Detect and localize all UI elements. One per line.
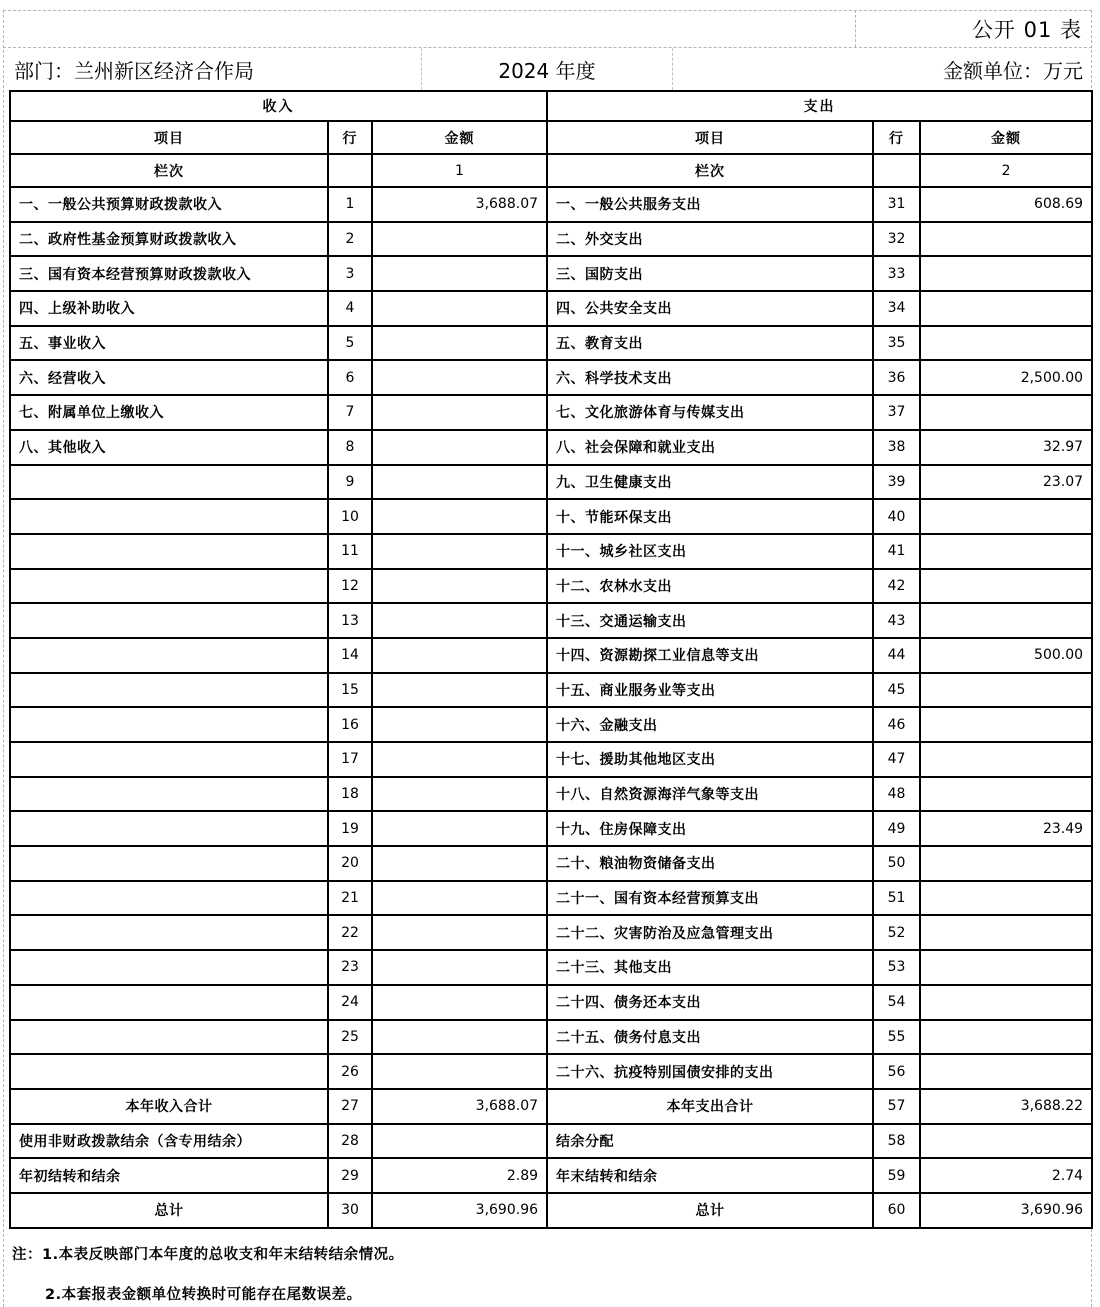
expense-amount-cell: 3,690.96 (920, 1193, 1092, 1228)
income-line-cell: 11 (328, 534, 372, 569)
expense-amount-cell (920, 326, 1092, 361)
expense-amount-cell (920, 603, 1092, 638)
table-row (10, 603, 1092, 638)
expense-amount-header: 金额 (920, 121, 1092, 154)
table-row (10, 256, 1092, 291)
expense-amount-cell (920, 846, 1092, 881)
income-item-cell: 四、上级补助收入 (10, 291, 328, 326)
table-row (10, 499, 1092, 534)
income-item-cell (10, 499, 328, 534)
income-line-cell: 3 (328, 256, 372, 291)
income-item-cell (10, 1054, 328, 1089)
income-item-cell (10, 915, 328, 950)
income-amount-cell (372, 777, 547, 812)
expense-item-cell: 本年支出合计 (547, 1089, 873, 1124)
table-row (10, 811, 1092, 846)
expense-amount-cell (920, 673, 1092, 708)
income-amount-cell (372, 360, 547, 395)
table-row (10, 950, 1092, 985)
income-amount-cell: 2.89 (372, 1158, 547, 1193)
table-row (10, 1054, 1092, 1089)
table-row (10, 465, 1092, 500)
meta-row (3, 48, 1092, 90)
table-row (10, 638, 1092, 673)
income-item-cell: 使用非财政拨款结余（含专用结余） (10, 1124, 328, 1159)
income-item-cell (10, 950, 328, 985)
income-item-cell: 二、政府性基金预算财政拨款收入 (10, 222, 328, 257)
expense-amount-cell: 500.00 (920, 638, 1092, 673)
expense-amount-cell: 23.07 (920, 465, 1092, 500)
expense-line-cell: 56 (873, 1054, 920, 1089)
income-amount-cell (372, 430, 547, 465)
expense-line-cell: 36 (873, 360, 920, 395)
expense-amount-cell (920, 742, 1092, 777)
expense-amount-cell (920, 707, 1092, 742)
expense-amount-cell (920, 881, 1092, 916)
expense-item-cell: 二、外交支出 (547, 222, 873, 257)
income-line-cell: 5 (328, 326, 372, 361)
income-amount-cell: 3,688.07 (372, 1089, 547, 1124)
income-amount-cell (372, 742, 547, 777)
income-item-cell: 一、一般公共预算财政拨款收入 (10, 187, 328, 222)
table-row (10, 707, 1092, 742)
table-row (10, 326, 1092, 361)
expense-amount-cell (920, 1124, 1092, 1159)
expense-amount-cell (920, 915, 1092, 950)
expense-item-cell: 年末结转和结余 (547, 1158, 873, 1193)
expense-amount-cell: 2.74 (920, 1158, 1092, 1193)
income-amount-cell (372, 1124, 547, 1159)
income-column-index-label: 栏次 (10, 154, 328, 187)
expense-line-cell: 53 (873, 950, 920, 985)
expense-item-cell: 十三、交通运输支出 (547, 603, 873, 638)
income-item-header: 项目 (10, 121, 328, 154)
expense-item-cell: 十六、金融支出 (547, 707, 873, 742)
income-amount-column-index: 1 (372, 154, 547, 187)
expense-amount-cell (920, 395, 1092, 430)
income-amount-cell (372, 291, 547, 326)
income-line-cell: 28 (328, 1124, 372, 1159)
expense-line-cell: 50 (873, 846, 920, 881)
income-line-cell: 27 (328, 1089, 372, 1124)
expense-amount-cell (920, 534, 1092, 569)
expense-line-cell: 57 (873, 1089, 920, 1124)
expense-item-cell: 二十四、债务还本支出 (547, 985, 873, 1020)
income-amount-cell (372, 499, 547, 534)
expense-line-cell: 51 (873, 881, 920, 916)
income-line-cell: 26 (328, 1054, 372, 1089)
income-section-header: 收入 (10, 91, 547, 121)
table-body (10, 187, 1092, 1228)
budget-table (9, 90, 1093, 1229)
expense-line-cell: 45 (873, 673, 920, 708)
expense-line-cell: 44 (873, 638, 920, 673)
expense-item-cell: 二十五、债务付息支出 (547, 1020, 873, 1055)
expense-item-cell: 五、教育支出 (547, 326, 873, 361)
income-line-cell: 21 (328, 881, 372, 916)
expense-amount-column-index: 2 (920, 154, 1092, 187)
income-amount-cell (372, 846, 547, 881)
expense-line-cell: 49 (873, 811, 920, 846)
table-row (10, 881, 1092, 916)
expense-item-cell: 八、社会保障和就业支出 (547, 430, 873, 465)
expense-item-cell: 二十二、灾害防治及应急管理支出 (547, 915, 873, 950)
income-amount-cell (372, 950, 547, 985)
income-amount-cell (372, 1054, 547, 1089)
form-label-row (3, 10, 1092, 48)
table-row (10, 360, 1092, 395)
income-item-cell (10, 707, 328, 742)
income-amount-cell (372, 1020, 547, 1055)
expense-item-cell: 二十三、其他支出 (547, 950, 873, 985)
income-amount-cell (372, 881, 547, 916)
income-line-cell: 22 (328, 915, 372, 950)
income-item-cell (10, 1020, 328, 1055)
expense-section-header: 支出 (547, 91, 1092, 121)
table-row (10, 222, 1092, 257)
expense-item-cell: 六、科学技术支出 (547, 360, 873, 395)
expense-line-cell: 42 (873, 569, 920, 604)
fiscal-year-label: 2024 年度 (422, 48, 673, 90)
income-line-cell: 12 (328, 569, 372, 604)
expense-amount-cell (920, 256, 1092, 291)
income-item-cell (10, 777, 328, 812)
expense-item-cell: 总计 (547, 1193, 873, 1228)
footnote-2: 2.本套报表金额单位转换时可能存在尾数误差。 (45, 1287, 362, 1303)
income-line-cell: 10 (328, 499, 372, 534)
income-item-cell: 三、国有资本经营预算财政拨款收入 (10, 256, 328, 291)
expense-line-cell: 38 (873, 430, 920, 465)
expense-line-cell: 59 (873, 1158, 920, 1193)
income-line-cell: 14 (328, 638, 372, 673)
income-line-cell: 2 (328, 222, 372, 257)
expense-line-cell: 52 (873, 915, 920, 950)
expense-amount-cell (920, 569, 1092, 604)
income-amount-cell (372, 811, 547, 846)
income-item-cell (10, 569, 328, 604)
income-line-cell: 20 (328, 846, 372, 881)
expense-item-cell: 二十一、国有资本经营预算支出 (547, 881, 873, 916)
expense-line-cell: 34 (873, 291, 920, 326)
income-line-cell: 18 (328, 777, 372, 812)
table-row (10, 1193, 1092, 1228)
expense-amount-cell: 2,500.00 (920, 360, 1092, 395)
income-line-cell: 24 (328, 985, 372, 1020)
income-item-cell (10, 811, 328, 846)
expense-amount-cell: 608.69 (920, 187, 1092, 222)
expense-line-cell: 31 (873, 187, 920, 222)
expense-item-cell: 十七、援助其他地区支出 (547, 742, 873, 777)
income-line-cell: 6 (328, 360, 372, 395)
table-row (10, 187, 1092, 222)
income-amount-cell (372, 603, 547, 638)
income-amount-cell (372, 707, 547, 742)
table-row (10, 1020, 1092, 1055)
income-item-cell: 六、经营收入 (10, 360, 328, 395)
income-item-cell (10, 534, 328, 569)
income-item-cell (10, 742, 328, 777)
income-line-cell: 29 (328, 1158, 372, 1193)
income-line-cell: 17 (328, 742, 372, 777)
column-index-row (10, 154, 1092, 187)
income-amount-cell (372, 985, 547, 1020)
income-line-cell: 7 (328, 395, 372, 430)
expense-item-cell: 结余分配 (547, 1124, 873, 1159)
expense-line-cell: 55 (873, 1020, 920, 1055)
amount-unit-label: 金额单位：万元 (943, 58, 1083, 83)
table-row (10, 777, 1092, 812)
expense-item-cell: 十八、自然资源海洋气象等支出 (547, 777, 873, 812)
income-line-cell: 9 (328, 465, 372, 500)
form-label: 公开 01 表 (855, 10, 1092, 47)
expense-amount-cell: 23.49 (920, 811, 1092, 846)
income-item-cell: 五、事业收入 (10, 326, 328, 361)
income-line-cell: 8 (328, 430, 372, 465)
expense-line-cell: 39 (873, 465, 920, 500)
income-amount-cell (372, 915, 547, 950)
expense-line-cell: 47 (873, 742, 920, 777)
expense-item-cell: 十九、住房保障支出 (547, 811, 873, 846)
table-row (10, 985, 1092, 1020)
income-item-cell (10, 846, 328, 881)
expense-line-cell: 46 (873, 707, 920, 742)
income-line-cell: 19 (328, 811, 372, 846)
expense-item-cell: 二十、粮油物资储备支出 (547, 846, 873, 881)
expense-line-cell: 41 (873, 534, 920, 569)
table-row (10, 1124, 1092, 1159)
income-line-cell: 1 (328, 187, 372, 222)
expense-column-index-label: 栏次 (547, 154, 873, 187)
expense-item-header: 项目 (547, 121, 873, 154)
expense-item-cell: 一、一般公共服务支出 (547, 187, 873, 222)
income-amount-cell (372, 395, 547, 430)
expense-line-cell: 54 (873, 985, 920, 1020)
income-item-cell (10, 465, 328, 500)
table-row (10, 534, 1092, 569)
table-row (10, 569, 1092, 604)
expense-item-cell: 十五、商业服务业等支出 (547, 673, 873, 708)
income-line-index-blank (328, 154, 372, 187)
income-amount-cell (372, 673, 547, 708)
expense-amount-cell (920, 1020, 1092, 1055)
income-line-cell: 23 (328, 950, 372, 985)
income-amount-cell (372, 638, 547, 673)
expense-line-cell: 40 (873, 499, 920, 534)
income-amount-cell (372, 569, 547, 604)
income-amount-cell: 3,688.07 (372, 187, 547, 222)
expense-amount-cell (920, 777, 1092, 812)
expense-line-cell: 33 (873, 256, 920, 291)
expense-amount-cell (920, 222, 1092, 257)
expense-amount-cell (920, 499, 1092, 534)
expense-amount-cell (920, 985, 1092, 1020)
expense-line-cell: 58 (873, 1124, 920, 1159)
income-item-cell (10, 603, 328, 638)
income-amount-cell (372, 326, 547, 361)
income-line-cell: 30 (328, 1193, 372, 1228)
income-line-cell: 4 (328, 291, 372, 326)
expense-line-cell: 32 (873, 222, 920, 257)
expense-item-cell: 四、公共安全支出 (547, 291, 873, 326)
table-row (10, 395, 1092, 430)
column-header-row (10, 121, 1092, 154)
table-row (10, 1089, 1092, 1124)
income-item-cell: 总计 (10, 1193, 328, 1228)
income-amount-cell: 3,690.96 (372, 1193, 547, 1228)
department-label: 部门：兰州新区经济合作局 (3, 48, 422, 90)
table-row (10, 915, 1092, 950)
income-item-cell (10, 673, 328, 708)
income-amount-cell (372, 534, 547, 569)
income-item-cell: 七、附属单位上缴收入 (10, 395, 328, 430)
expense-amount-cell (920, 291, 1092, 326)
expense-item-cell: 十四、资源勘探工业信息等支出 (547, 638, 873, 673)
expense-line-index-blank (873, 154, 920, 187)
expense-item-cell: 十、节能环保支出 (547, 499, 873, 534)
expense-item-cell: 三、国防支出 (547, 256, 873, 291)
income-amount-header: 金额 (372, 121, 547, 154)
table-row (10, 291, 1092, 326)
expense-item-cell: 二十六、抗疫特别国债安排的支出 (547, 1054, 873, 1089)
section-header-row (10, 91, 1092, 121)
income-item-cell: 年初结转和结余 (10, 1158, 328, 1193)
income-line-cell: 16 (328, 707, 372, 742)
footnote-1: 注：1.本表反映部门本年度的总收支和年末结转结余情况。 (12, 1247, 404, 1263)
expense-item-cell: 七、文化旅游体育与传媒支出 (547, 395, 873, 430)
expense-line-header: 行 (873, 121, 920, 154)
expense-item-cell: 十二、农林水支出 (547, 569, 873, 604)
income-line-cell: 25 (328, 1020, 372, 1055)
income-line-header: 行 (328, 121, 372, 154)
income-line-cell: 13 (328, 603, 372, 638)
income-item-cell (10, 881, 328, 916)
income-item-cell (10, 638, 328, 673)
income-amount-cell (372, 256, 547, 291)
income-item-cell: 本年收入合计 (10, 1089, 328, 1124)
expense-amount-cell (920, 1054, 1092, 1089)
expense-line-cell: 60 (873, 1193, 920, 1228)
footnotes (12, 1243, 404, 1304)
table-row (10, 673, 1092, 708)
expense-amount-cell: 3,688.22 (920, 1089, 1092, 1124)
income-amount-cell (372, 465, 547, 500)
expense-line-cell: 43 (873, 603, 920, 638)
income-line-cell: 15 (328, 673, 372, 708)
expense-line-cell: 35 (873, 326, 920, 361)
expense-item-cell: 十一、城乡社区支出 (547, 534, 873, 569)
table-row (10, 1158, 1092, 1193)
expense-line-cell: 48 (873, 777, 920, 812)
table-row (10, 742, 1092, 777)
income-item-cell: 八、其他收入 (10, 430, 328, 465)
expense-amount-cell: 32.97 (920, 430, 1092, 465)
income-item-cell (10, 985, 328, 1020)
table-row (10, 430, 1092, 465)
expense-amount-cell (920, 950, 1092, 985)
expense-item-cell: 九、卫生健康支出 (547, 465, 873, 500)
income-amount-cell (372, 222, 547, 257)
expense-line-cell: 37 (873, 395, 920, 430)
table-row (10, 846, 1092, 881)
